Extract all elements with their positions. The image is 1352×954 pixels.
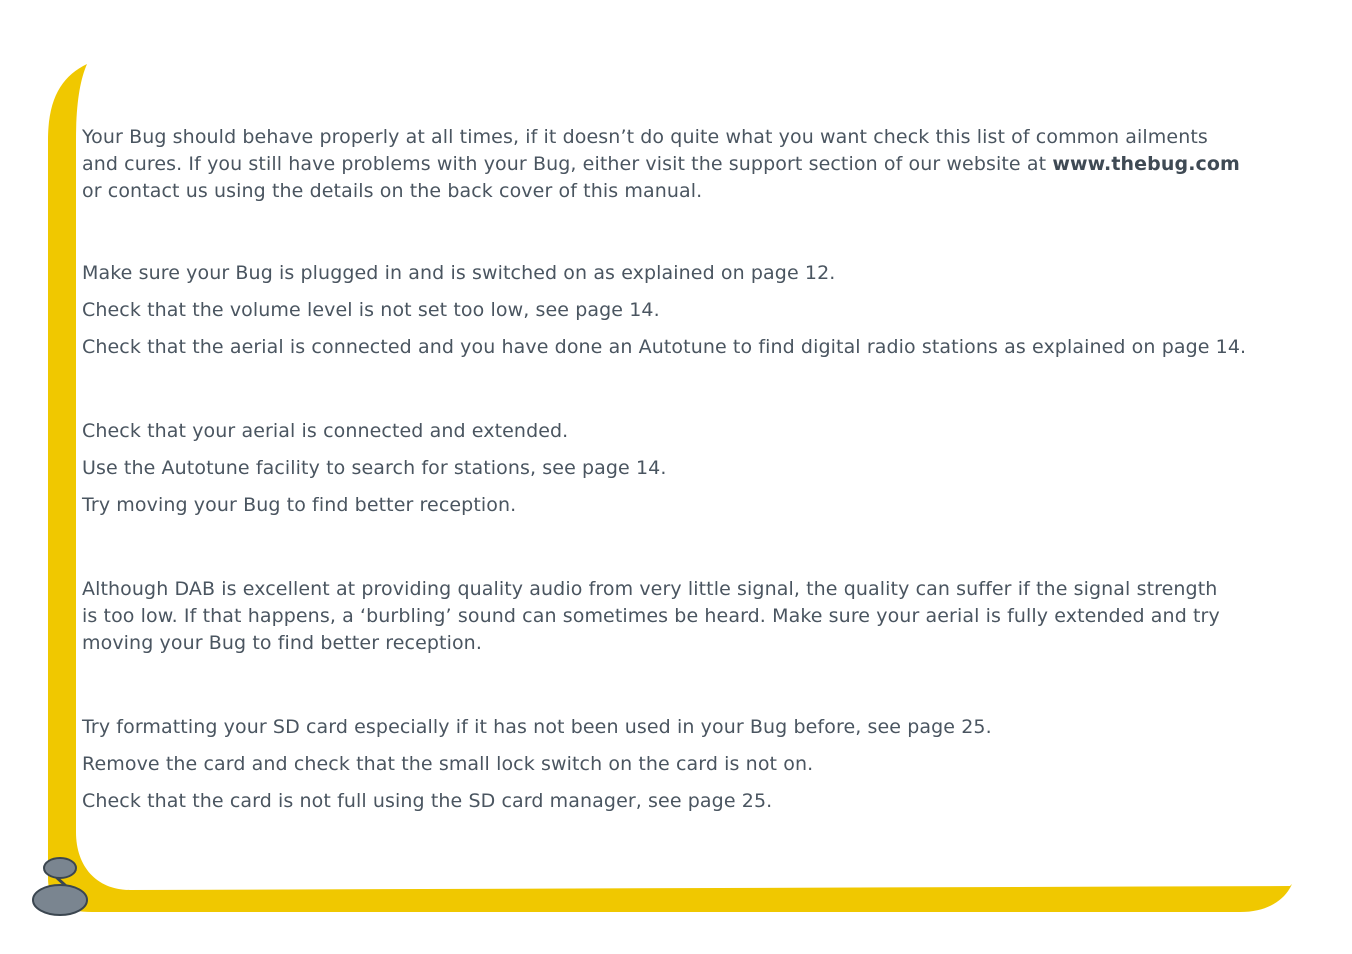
intro-paragraph (82, 124, 1282, 205)
sd-item-3: Check that the card is not full using the SD card manager, see page 25. (82, 790, 773, 812)
intro-line-2 (82, 151, 1282, 178)
website-link[interactable]: www.thebug.com (1052, 153, 1240, 175)
no-sound-item-2: Check that the volume level is not set too low, see page 14. (82, 299, 660, 321)
reception-item-3: Try moving your Bug to find better reception. (82, 494, 517, 516)
no-sound-section (82, 260, 1282, 361)
reception-item-2: Use the Autotune facility to search for stations, see page 14. (82, 457, 667, 479)
intro-line-2-text: and cures. If you still have problems with your Bug, either visit the support section of our website at (82, 153, 1053, 175)
burbling-line-1: Although DAB is excellent at providing quality audio from very little signal, the quality can suffer if the signal strength (82, 578, 1218, 600)
no-sound-item-3: Check that the aerial is connected and you have done an Autotune to find digital radio stations as explained on page 14. (82, 336, 1247, 358)
troubleshooting-content (82, 124, 1282, 815)
burbling-line-3: moving your Bug to find better reception. (82, 632, 482, 654)
reception-section (82, 418, 1282, 519)
reception-item-1: Check that your aerial is connected and extended. (82, 420, 569, 442)
intro-line-3: or contact us using the details on the back cover of this manual. (82, 180, 703, 202)
sd-card-section (82, 714, 1282, 815)
no-sound-item-1: Make sure your Bug is plugged in and is switched on as explained on page 12. (82, 262, 836, 284)
sd-item-1: Try formatting your SD card especially if it has not been used in your Bug before, see page 25. (82, 716, 992, 738)
sd-item-2: Remove the card and check that the small lock switch on the card is not on. (82, 753, 814, 775)
burbling-line-2: is too low. If that happens, a ‘burbling’ sound can sometimes be heard. Make sure your aerial is fully extended and try (82, 605, 1220, 627)
burbling-section (82, 576, 1282, 657)
intro-line-1: Your Bug should behave properly at all times, if it doesn’t do quite what you want check this list of common ailments (82, 126, 1208, 148)
